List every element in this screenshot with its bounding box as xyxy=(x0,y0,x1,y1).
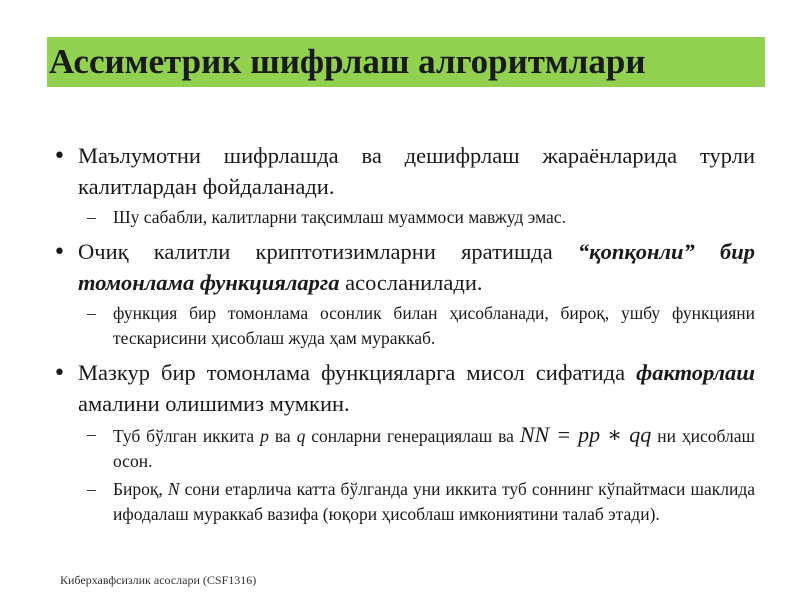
dash-mark: – xyxy=(87,479,96,499)
bullet-2-sub xyxy=(50,301,755,351)
sub1-t2: ва xyxy=(268,426,297,446)
footer-text: Киберхавфсизлик асослари (CSF1316) xyxy=(60,573,257,587)
var-n: N xyxy=(167,479,180,499)
dash-mark: – xyxy=(87,303,96,323)
bullet-dot: • xyxy=(53,361,66,386)
bullet-2-post: асосланилади. xyxy=(339,270,483,295)
bullet-3-pre: Мазкур бир томонлама функцияларга мисол сифатида xyxy=(78,360,637,385)
slide-title: Ассиметрик шифрлаш алгоритмлари xyxy=(49,42,646,81)
var-p: p xyxy=(260,426,269,446)
bullet-1-text: Маълумотни шифрлашда ва дешифрлаш жараёнларида турли калитлардан фойдаланади. xyxy=(78,143,755,199)
bullet-1 xyxy=(50,140,755,202)
bullet-3-sub-1 xyxy=(50,422,755,474)
sub2-t2: сони етарлича катта бўлганда уни иккита туб соннинг кўпайтмаси шаклида ифодалаш мураккаб вазифа (юқори ҳисоблаш имкониятини талаб этади). xyxy=(113,479,755,524)
bullet-2-pre: Очиқ калитли криптотизимларни яратишда xyxy=(78,239,578,264)
sub1-t3: сонларни генерациялаш ва xyxy=(305,426,520,446)
bullet-2-emph: “қопқонли” бир томонлама функцияларга xyxy=(78,239,755,295)
sub2-t1: Бироқ, xyxy=(113,479,168,499)
bullet-1-sub xyxy=(50,205,755,230)
bullet-2 xyxy=(50,236,755,298)
bullet-2-sub-text: функция бир томонлама осонлик билан ҳисобланади, бироқ, ушбу функцияни тескарисини ҳисоблаш жуда ҳам мураккаб. xyxy=(113,303,755,348)
sub1-t1: Туб бўлган иккита xyxy=(113,426,261,446)
bullet-1-sub-text: Шу сабабли, калитларни тақсимлаш муаммоси мавжуд эмас. xyxy=(113,207,566,227)
formula: NN = pp ∗ qq xyxy=(519,422,652,447)
dash-mark: – xyxy=(87,207,96,227)
bullet-dot: • xyxy=(53,144,66,169)
bullet-3-emph: факторлаш xyxy=(636,360,755,385)
bullet-dot: • xyxy=(53,240,66,265)
var-q: q xyxy=(296,426,306,446)
bullet-3 xyxy=(50,357,755,419)
slide-content xyxy=(50,140,755,527)
bullet-3-post: амалини олишимиз мумкин. xyxy=(78,391,350,416)
title-bar xyxy=(47,37,765,87)
sub1-t4: ни ҳисоблаш осон. xyxy=(113,426,755,471)
dash-mark: – xyxy=(87,424,96,444)
bullet-3-sub-2 xyxy=(50,477,755,527)
